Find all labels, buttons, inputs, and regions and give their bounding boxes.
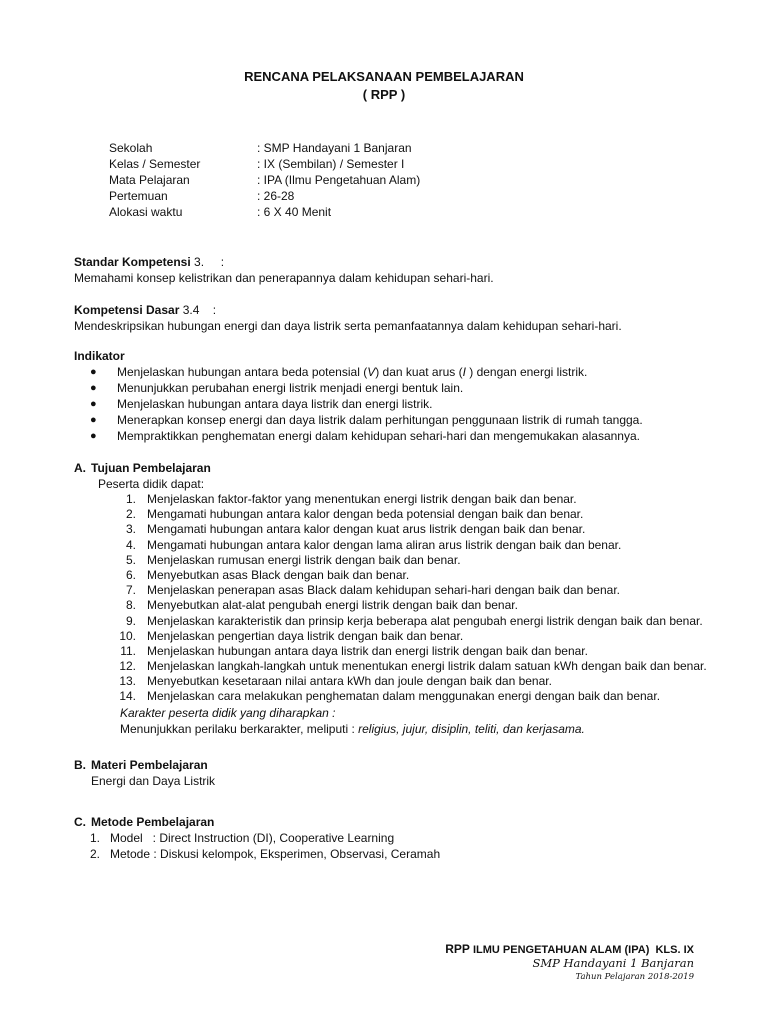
identity-value: : SMP Handayani 1 Banjaran xyxy=(257,141,412,155)
list-item xyxy=(74,522,724,537)
tujuan-heading xyxy=(74,460,724,476)
tujuan-num: 7. xyxy=(125,583,136,598)
tujuan-item: Mengamati hubungan antara kalor dengan kuat arus listrik dengan baik dan benar. xyxy=(147,522,586,537)
section-letter: A. xyxy=(74,461,86,475)
bullet-icon: ● xyxy=(90,430,97,442)
document-title: RENCANA PELAKSANAAN PEMBELAJARAN xyxy=(244,69,524,84)
materi-text: Energi dan Daya Listrik xyxy=(91,774,216,788)
tujuan-num: 11. xyxy=(120,643,136,658)
indikator-heading: Indikator xyxy=(74,349,125,363)
list-item xyxy=(74,644,724,659)
identity-label: Sekolah xyxy=(109,141,153,155)
list-item xyxy=(74,598,724,613)
tujuan-item: Menyebutkan asas Black dengan baik dan benar. xyxy=(147,567,410,582)
footer-year: Tahun Pelajaran 2018-2019 xyxy=(575,972,694,982)
metode-text: Metode : Diskusi kelompok, Eksperimen, Observasi, Ceramah xyxy=(110,847,441,861)
kompetensi-dasar-section xyxy=(74,302,724,334)
metode-num: 1. xyxy=(90,831,101,845)
list-item xyxy=(74,689,724,704)
tujuan-num: 4. xyxy=(125,537,136,552)
footer-title xyxy=(445,942,694,956)
tujuan-num: 3. xyxy=(125,522,136,537)
tujuan-section xyxy=(74,460,724,737)
tujuan-num: 8. xyxy=(125,598,136,613)
tujuan-list xyxy=(74,492,724,705)
section-letter: B. xyxy=(74,758,86,772)
metode-text: Model : Direct Instruction (DI), Cooperative Learning xyxy=(110,831,395,845)
tujuan-item: Menyebutkan alat-alat pengubah energi listrik dengan baik dan benar. xyxy=(147,598,518,613)
standar-kompetensi-label: Standar Kompetensi xyxy=(74,255,191,269)
tujuan-num: 10. xyxy=(119,628,136,643)
tujuan-num: 14. xyxy=(119,689,136,704)
list-item xyxy=(74,614,724,629)
standar-kompetensi-section xyxy=(74,254,724,286)
bullet-icon: ● xyxy=(90,382,97,394)
list-item xyxy=(74,492,724,507)
indikator-item: Menjelaskan hubungan antara beda potensial (V) dan kuat arus (I ) dengan energi listrik. xyxy=(117,365,588,379)
tujuan-num: 13. xyxy=(119,674,136,689)
indikator-section xyxy=(74,348,724,444)
karakter-line xyxy=(74,721,724,737)
tujuan-item: Menjelaskan langkah-langkah untuk menentukan energi listrik dalam satuan kWh dengan baik dan benar. xyxy=(147,659,707,674)
standar-kompetensi-text: Memahami konsep kelistrikan dan penerapannya dalam kehidupan sehari-hari. xyxy=(74,271,494,285)
section-letter: C. xyxy=(74,815,86,829)
identity-label: Pertemuan xyxy=(109,189,168,203)
tujuan-item: Menjelaskan penerapan asas Black dalam kehidupan sehari-hari dengan baik dan benar. xyxy=(147,583,620,598)
kompetensi-dasar-text: Mendeskripsikan hubungan energi dan daya listrik serta pemanfaatannya dalam kehidupan sehari-hari. xyxy=(74,319,622,333)
list-item xyxy=(74,428,724,444)
section-title: Tujuan Pembelajaran xyxy=(91,461,211,475)
footer-school: SMP Handayani 1 Banjaran xyxy=(532,956,694,970)
tujuan-num: 2. xyxy=(125,507,136,522)
kompetensi-dasar-code: 3.4 : xyxy=(179,303,217,317)
list-item xyxy=(74,674,724,689)
list-item xyxy=(74,364,724,380)
bullet-icon: ● xyxy=(90,398,97,410)
metode-num: 2. xyxy=(90,847,101,861)
list-item xyxy=(74,396,724,412)
bullet-icon: ● xyxy=(90,414,97,426)
indikator-item: Menjelaskan hubungan antara daya listrik dan energi listrik. xyxy=(117,397,433,411)
materi-section xyxy=(74,757,724,789)
tujuan-intro: Peserta didik dapat: xyxy=(98,477,205,491)
list-item xyxy=(74,538,724,553)
karakter-label: Karakter peserta didik yang diharapkan : xyxy=(120,705,336,720)
footer-subject: ILMU PENGETAHUAN ALAM (IPA) KLS. IX xyxy=(469,944,694,956)
tujuan-num: 12. xyxy=(119,659,136,674)
list-item xyxy=(74,380,724,396)
karakter-values: religius, jujur, disiplin, teliti, dan kerjasama. xyxy=(358,721,585,736)
tujuan-item: Menjelaskan karakteristik dan prinsip kerja beberapa alat pengubah energi listrik dengan baik dan benar. xyxy=(147,613,703,628)
list-item xyxy=(74,553,724,568)
list-item xyxy=(74,659,724,674)
list-item xyxy=(74,412,724,428)
tujuan-item: Menjelaskan faktor-faktor yang menentukan energi listrik dengan baik dan benar. xyxy=(147,492,577,506)
identity-label: Alokasi waktu xyxy=(109,205,183,219)
identity-value: : IX (Sembilan) / Semester I xyxy=(257,157,405,171)
tujuan-num: 6. xyxy=(125,567,136,582)
tujuan-num: 1. xyxy=(125,492,136,506)
list-item xyxy=(74,583,724,598)
identity-value: : 6 X 40 Menit xyxy=(257,205,332,219)
tujuan-item: Mengamati hubungan antara kalor dengan lama aliran arus listrik dengan baik dan benar. xyxy=(147,537,622,552)
metode-section xyxy=(74,814,724,862)
kompetensi-dasar-heading xyxy=(74,302,724,318)
tujuan-item: Menjelaskan rumusan energi listrik dengan baik dan benar. xyxy=(147,552,461,567)
identity-value: : IPA (Ilmu Pengetahuan Alam) xyxy=(257,173,421,187)
tujuan-num: 9. xyxy=(125,613,136,628)
standar-kompetensi-heading xyxy=(74,254,724,270)
tujuan-item: Menjelaskan hubungan antara daya listrik dan energi listrik dengan baik dan benar. xyxy=(147,643,588,658)
list-item xyxy=(74,629,724,644)
tujuan-item: Mengamati hubungan antara kalor dengan beda potensial dengan baik dan benar. xyxy=(147,507,584,522)
bullet-icon: ● xyxy=(90,366,97,378)
tujuan-item: Menyebutkan kesetaraan nilai antara kWh dan joule dengan baik dan benar. xyxy=(147,674,552,689)
materi-heading xyxy=(74,757,724,773)
list-item xyxy=(74,830,724,846)
footer-rpp: RPP xyxy=(445,942,470,956)
document-subtitle: ( RPP ) xyxy=(362,87,406,102)
karakter-prefix: Menunjukkan perilaku berkarakter, meliputi : xyxy=(120,721,359,736)
standar-kompetensi-code: 3. : xyxy=(190,255,225,269)
section-title: Metode Pembelajaran xyxy=(91,815,215,829)
section-title: Materi Pembelajaran xyxy=(91,758,208,772)
identity-label: Mata Pelajaran xyxy=(109,173,190,187)
indikator-item: Menunjukkan perubahan energi listrik menjadi energi bentuk lain. xyxy=(117,381,464,395)
kompetensi-dasar-label: Kompetensi Dasar xyxy=(74,303,180,317)
tujuan-item: Menjelaskan cara melakukan penghematan dalam menggunakan energi dengan baik dan benar. xyxy=(147,689,661,704)
tujuan-item: Menjelaskan pengertian daya listrik dengan baik dan benar. xyxy=(147,628,464,643)
list-item xyxy=(74,568,724,583)
indikator-item: Menerapkan konsep energi dan daya listrik dalam perhitungan penggunaan listrik di rumah tangga. xyxy=(117,413,643,427)
tujuan-num: 5. xyxy=(125,552,136,567)
identity-label: Kelas / Semester xyxy=(109,157,201,171)
indikator-item: Mempraktikkan penghematan energi dalam kehidupan sehari-hari dan mengemukakan alasannya. xyxy=(117,429,640,443)
list-item xyxy=(74,846,724,862)
metode-heading xyxy=(74,814,724,830)
list-item xyxy=(74,507,724,522)
identity-value: : 26-28 xyxy=(257,189,295,203)
